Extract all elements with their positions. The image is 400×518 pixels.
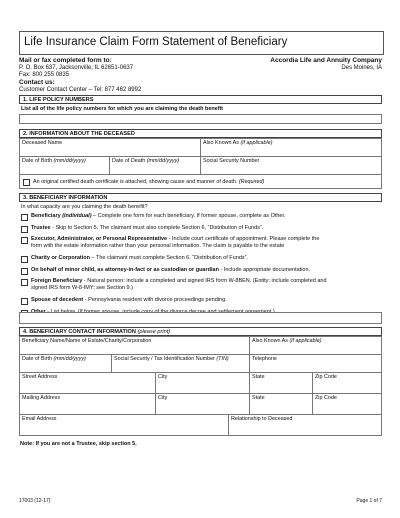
- zip-field[interactable]: [312, 372, 382, 394]
- company-city: Des Moines, IA: [341, 65, 382, 71]
- capacity-option-text: Trustee - Skip to Section 5. The claimant must also complete Section 6, “Distribution of Funds”.: [31, 224, 264, 231]
- form-code: 17003 (12-17): [19, 498, 51, 504]
- beneficiary-name-field[interactable]: [19, 336, 250, 355]
- capacity-option-text: Beneficiary (individual) – Complete one form for each beneficiary. If former spouse, complete as Other.: [31, 213, 286, 219]
- policy-numbers-instruction: List all of the life policy numbers for which you are claiming the death benefit: [21, 106, 224, 112]
- city-label: City: [158, 374, 168, 380]
- beneficiary-tin-label: Social Security / Tax Identification Number (TIN): [114, 356, 229, 362]
- capacity-question: In what capacity are you claiming the death benefit?: [21, 204, 148, 210]
- street-address-label: Street Address: [22, 374, 58, 380]
- city-field[interactable]: [155, 372, 250, 394]
- mailing-state-field[interactable]: [249, 393, 313, 415]
- form-title: Life Insurance Claim Form Statement of Beneficiary: [24, 36, 288, 48]
- section-2-header: 2. INFORMATION ABOUT THE DECEASED: [19, 129, 382, 138]
- mailing-city-field[interactable]: [155, 393, 250, 415]
- section-3-header: 3. BENEFICIARY INFORMATION: [19, 193, 382, 202]
- relationship-label: Relationship to Deceased: [231, 416, 293, 422]
- company-name: Accordia Life and Annuity Company: [270, 57, 382, 64]
- mailing-state-label: State: [252, 395, 265, 401]
- deceased-ssn-label: Social Security Number: [203, 158, 260, 164]
- mailing-zip-label: Zip Code: [315, 395, 337, 401]
- mailing-address-field[interactable]: [19, 393, 156, 415]
- deceased-dob-field[interactable]: [19, 156, 110, 175]
- capacity-option-text: Foreign Beneficiary - Natural person: include a completed and signed IRS form W-8BEN. (Entity: include completed and: [31, 278, 327, 284]
- capacity-option-text-line2: form with the estate information rather than your personal information. The claim is payable to the estate: [31, 243, 285, 249]
- capacity-checkbox-beneficiary[interactable]: [21, 214, 28, 221]
- company-block: [270, 57, 382, 72]
- fax-number: Fax: 800 255 0835: [19, 72, 70, 78]
- capacity-checkbox-minor-child[interactable]: [21, 268, 28, 275]
- contact-center: Customer Contact Center – Tel: 877 462 8992: [19, 87, 142, 93]
- capacity-checkbox-executor[interactable]: [21, 237, 28, 244]
- deceased-ssn-field[interactable]: [200, 156, 382, 175]
- state-label: State: [252, 374, 265, 380]
- policy-numbers-field[interactable]: [19, 114, 382, 124]
- mailing-city-label: City: [158, 395, 168, 401]
- deceased-aka-label: Also Known As (if applicable): [203, 140, 273, 146]
- relationship-field[interactable]: [228, 414, 382, 436]
- trustee-note: Note: If you are not a Trustee, skip section 5.: [20, 441, 137, 447]
- email-field[interactable]: [19, 414, 229, 436]
- deceased-name-label: Deceased Name: [22, 140, 63, 146]
- beneficiary-dob-field[interactable]: [19, 354, 112, 373]
- section-4-header: 4. BENEFICIARY CONTACT INFORMATION (please print): [19, 327, 382, 336]
- deceased-aka-field[interactable]: [200, 138, 382, 157]
- deceased-dod-label: Date of Death (mm/dd/yyyy): [112, 158, 180, 164]
- beneficiary-tin-field[interactable]: [111, 354, 250, 373]
- page-number: Page 1 of 7: [356, 498, 382, 504]
- other-description-field[interactable]: [19, 312, 382, 324]
- capacity-checkbox-spouse[interactable]: [21, 298, 28, 305]
- mail-to-block: [19, 57, 141, 94]
- capacity-option-text: Spouse of decedent - Pennsylvania resident with divorce proceedings pending.: [31, 297, 227, 303]
- state-field[interactable]: [249, 372, 313, 394]
- capacity-checkbox-trustee[interactable]: [21, 226, 28, 233]
- deceased-name-field[interactable]: [19, 138, 201, 157]
- form-title-box: [19, 31, 384, 55]
- street-address-field[interactable]: [19, 372, 156, 394]
- capacity-checkbox-foreign-beneficiary[interactable]: [21, 279, 28, 286]
- capacity-option-text-line2: signed IRS form W-8-IMY; see Section 9.): [31, 285, 133, 291]
- email-label: Email Address: [22, 416, 57, 422]
- mailing-address-label: Mailing Address: [22, 395, 61, 401]
- beneficiary-telephone-label: Telephone: [252, 356, 277, 362]
- section-1-header: 1. LIFE POLICY NUMBERS: [19, 95, 382, 104]
- capacity-option-text: Executor, Administrator, or Personal Representative - Include court certificate of appointment. Please complete the: [31, 236, 320, 242]
- deceased-dod-field[interactable]: [109, 156, 201, 175]
- zip-label: Zip Code: [315, 374, 337, 380]
- certificate-row: [19, 174, 382, 189]
- beneficiary-aka-field[interactable]: [249, 336, 382, 355]
- beneficiary-dob-label: Date of Birth (mm/dd/yyyy): [22, 356, 86, 362]
- capacity-option-text: Charity or Corporation – The claimant must complete Section 6, “Distribution of Funds”.: [31, 255, 248, 261]
- beneficiary-telephone-field[interactable]: [249, 354, 382, 373]
- mailing-zip-field[interactable]: [312, 393, 382, 415]
- beneficiary-aka-label: Also Known As (if applicable): [252, 338, 322, 344]
- beneficiary-name-label: Beneficiary Name/Name of Estate/Charity/Corporation: [22, 338, 152, 344]
- capacity-checkbox-charity[interactable]: [21, 256, 28, 263]
- certificate-label: An original certified death certificate is attached, showing cause and manner of death. (Required): [33, 179, 265, 185]
- deceased-dob-label: Date of Birth (mm/dd/yyyy): [22, 158, 86, 164]
- capacity-option-text: On behalf of minor child, as attorney-in-fact or as custodian or guardian - Include appropriate documentation.: [31, 266, 311, 273]
- contact-label: Contact us:: [19, 79, 55, 86]
- mail-label: Mail or fax completed form to:: [19, 57, 112, 64]
- mail-address: P. O. Box 637, Jacksonville, IL 62651-0637: [19, 65, 134, 71]
- certificate-checkbox[interactable]: [23, 179, 30, 186]
